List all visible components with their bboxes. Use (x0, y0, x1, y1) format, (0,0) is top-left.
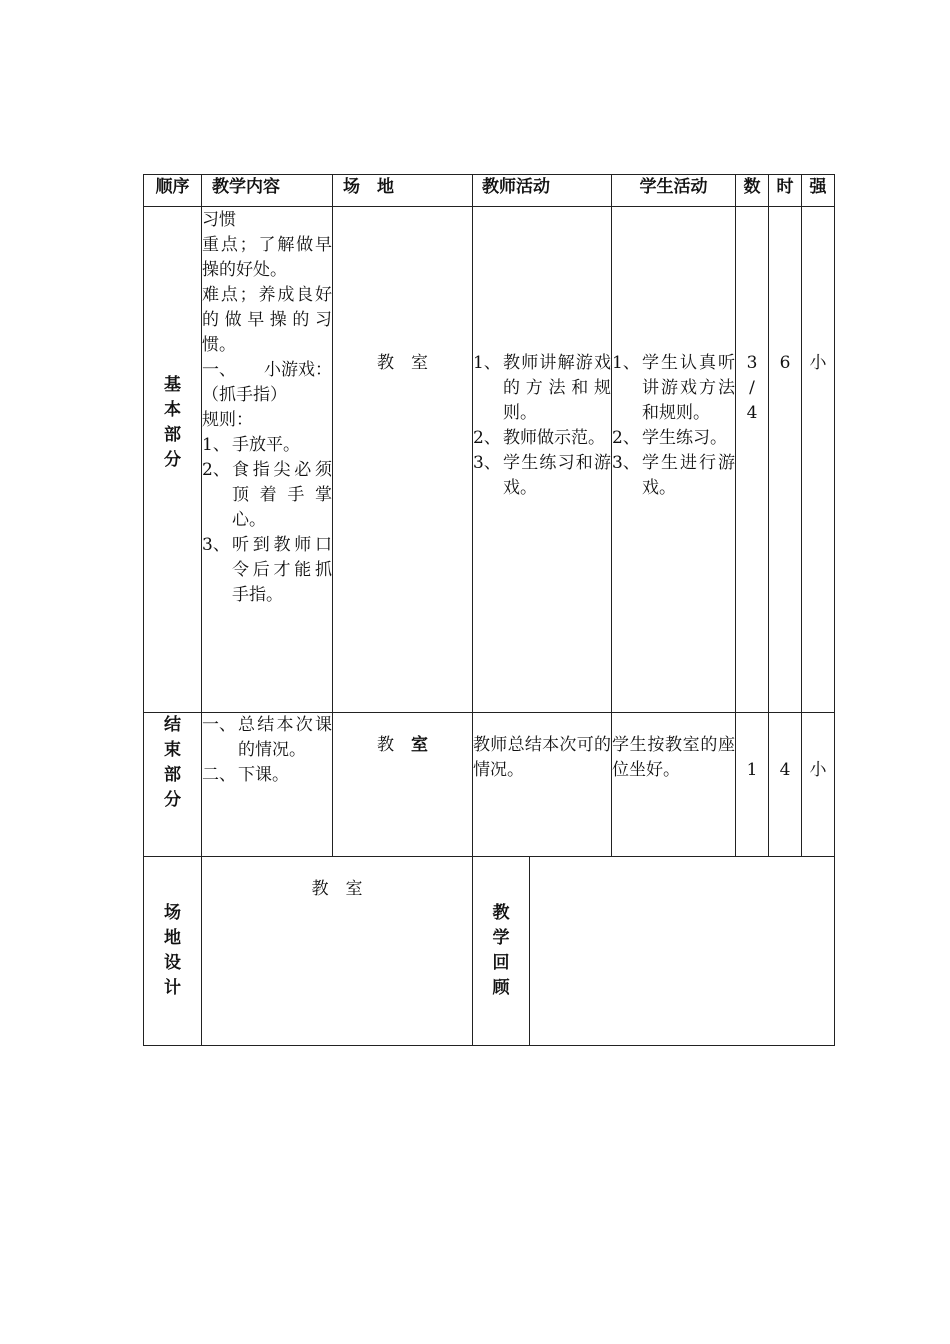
game-heading (202, 358, 332, 383)
list-number: 1、 (473, 353, 501, 373)
label-char: 基 (164, 375, 181, 395)
header-time: 时 (769, 175, 802, 207)
rules-label: 规则： (202, 410, 253, 430)
label-char: 设 (164, 953, 181, 973)
basic-count (736, 207, 769, 713)
content-line: 重点；了解做早操的好处。 (202, 235, 332, 280)
header-teacher-activity: 教师活动 (473, 175, 612, 207)
content-line: 习惯 (202, 210, 236, 230)
student-text: 学生练习。 (642, 428, 727, 448)
ending-teacher-activity: 教师总结本次可的情况。 (473, 713, 612, 857)
teacher-item (473, 426, 611, 451)
ending-venue (333, 713, 473, 857)
list-number: 1、 (202, 435, 230, 455)
ending-content (202, 713, 333, 857)
label-char: 分 (164, 790, 181, 810)
ending-section-row (144, 713, 835, 857)
basic-section-row (144, 207, 835, 713)
basic-teacher-activity (473, 207, 612, 713)
label-char: 回 (492, 953, 510, 973)
ending-text: 下课。 (238, 765, 289, 785)
list-number: 2、 (612, 428, 640, 448)
list-number: 二、 (202, 765, 236, 785)
label-char: 学 (492, 928, 510, 948)
header-venue: 场 地 (333, 175, 473, 207)
list-number: 2、 (202, 460, 230, 480)
teacher-text: 教师做示范。 (503, 428, 605, 448)
count-char: 4 (746, 403, 758, 423)
basic-time: 6 (769, 207, 802, 713)
teacher-text: 学生练习和游戏。 (503, 453, 611, 498)
header-row (144, 175, 835, 207)
list-number: 3、 (473, 453, 501, 473)
list-number: 3、 (612, 453, 640, 473)
ending-item (202, 763, 332, 788)
header-count: 数 (736, 175, 769, 207)
basic-intensity: 小 (802, 207, 835, 713)
teacher-item (473, 451, 611, 501)
ending-time: 4 (769, 713, 802, 857)
rule-item (202, 533, 332, 608)
teaching-review-label (473, 857, 530, 1046)
label-char: 部 (164, 425, 181, 445)
label-char: 部 (164, 765, 181, 785)
ending-text: 总结本次课的情况。 (238, 715, 332, 760)
student-item (612, 426, 735, 451)
student-item (612, 451, 735, 501)
rule-item (202, 433, 332, 458)
header-content: 教学内容 (202, 175, 333, 207)
teacher-text: 教师讲解游戏的方法和规则。 (503, 353, 611, 423)
count-char: / (749, 378, 755, 398)
label-char: 教 (492, 903, 510, 923)
student-text: 学生进行游戏。 (642, 453, 735, 498)
game-title: 小游戏： (264, 360, 332, 380)
venue-char: 教 (377, 735, 394, 755)
footer-row (144, 857, 835, 1046)
lesson-plan-table (143, 174, 835, 1046)
content-line: 难点；养成良好的做早操的习惯。 (202, 285, 332, 355)
ending-item (202, 713, 332, 763)
ending-section-label (144, 713, 202, 857)
count-char: 3 (746, 353, 758, 373)
rule-text: 听到教师口令后才能抓手指。 (232, 535, 332, 605)
rule-text: 食指尖必须顶着手掌心。 (232, 460, 332, 530)
label-char: 地 (164, 928, 181, 948)
header-order: 顺序 (144, 175, 202, 207)
label-char: 分 (164, 450, 181, 470)
list-number: 2、 (473, 428, 501, 448)
rule-item (202, 458, 332, 533)
basic-content (202, 207, 333, 713)
teacher-item (473, 351, 611, 426)
basic-student-activity (612, 207, 736, 713)
label-char: 本 (164, 400, 181, 420)
venue-design-label (144, 857, 202, 1046)
label-char: 顾 (492, 978, 510, 998)
label-char: 束 (164, 740, 181, 760)
basic-section-label (144, 207, 202, 713)
header-student-activity: 学生活动 (612, 175, 736, 207)
ending-student-activity: 学生按教室的座位坐好。 (612, 713, 736, 857)
teaching-review-value (530, 857, 835, 1046)
rule-text: 手放平。 (232, 435, 300, 455)
ending-intensity: 小 (802, 713, 835, 857)
list-number: 一、 (202, 360, 236, 380)
header-intensity: 强 (802, 175, 835, 207)
venue-char: 室 (411, 735, 428, 755)
label-char: 计 (164, 978, 181, 998)
list-number: 一、 (202, 715, 236, 735)
label-char: 结 (164, 715, 181, 735)
list-number: 3、 (202, 535, 230, 555)
student-text: 学生认真听讲游戏方法和规则。 (642, 353, 735, 423)
list-number: 1、 (612, 353, 640, 373)
game-subtitle: （抓手指） (202, 385, 287, 405)
ending-count: 1 (736, 713, 769, 857)
venue-design-value: 教 室 (202, 857, 473, 1046)
student-item (612, 351, 735, 426)
label-char: 场 (164, 903, 181, 923)
basic-venue: 教 室 (333, 207, 473, 713)
